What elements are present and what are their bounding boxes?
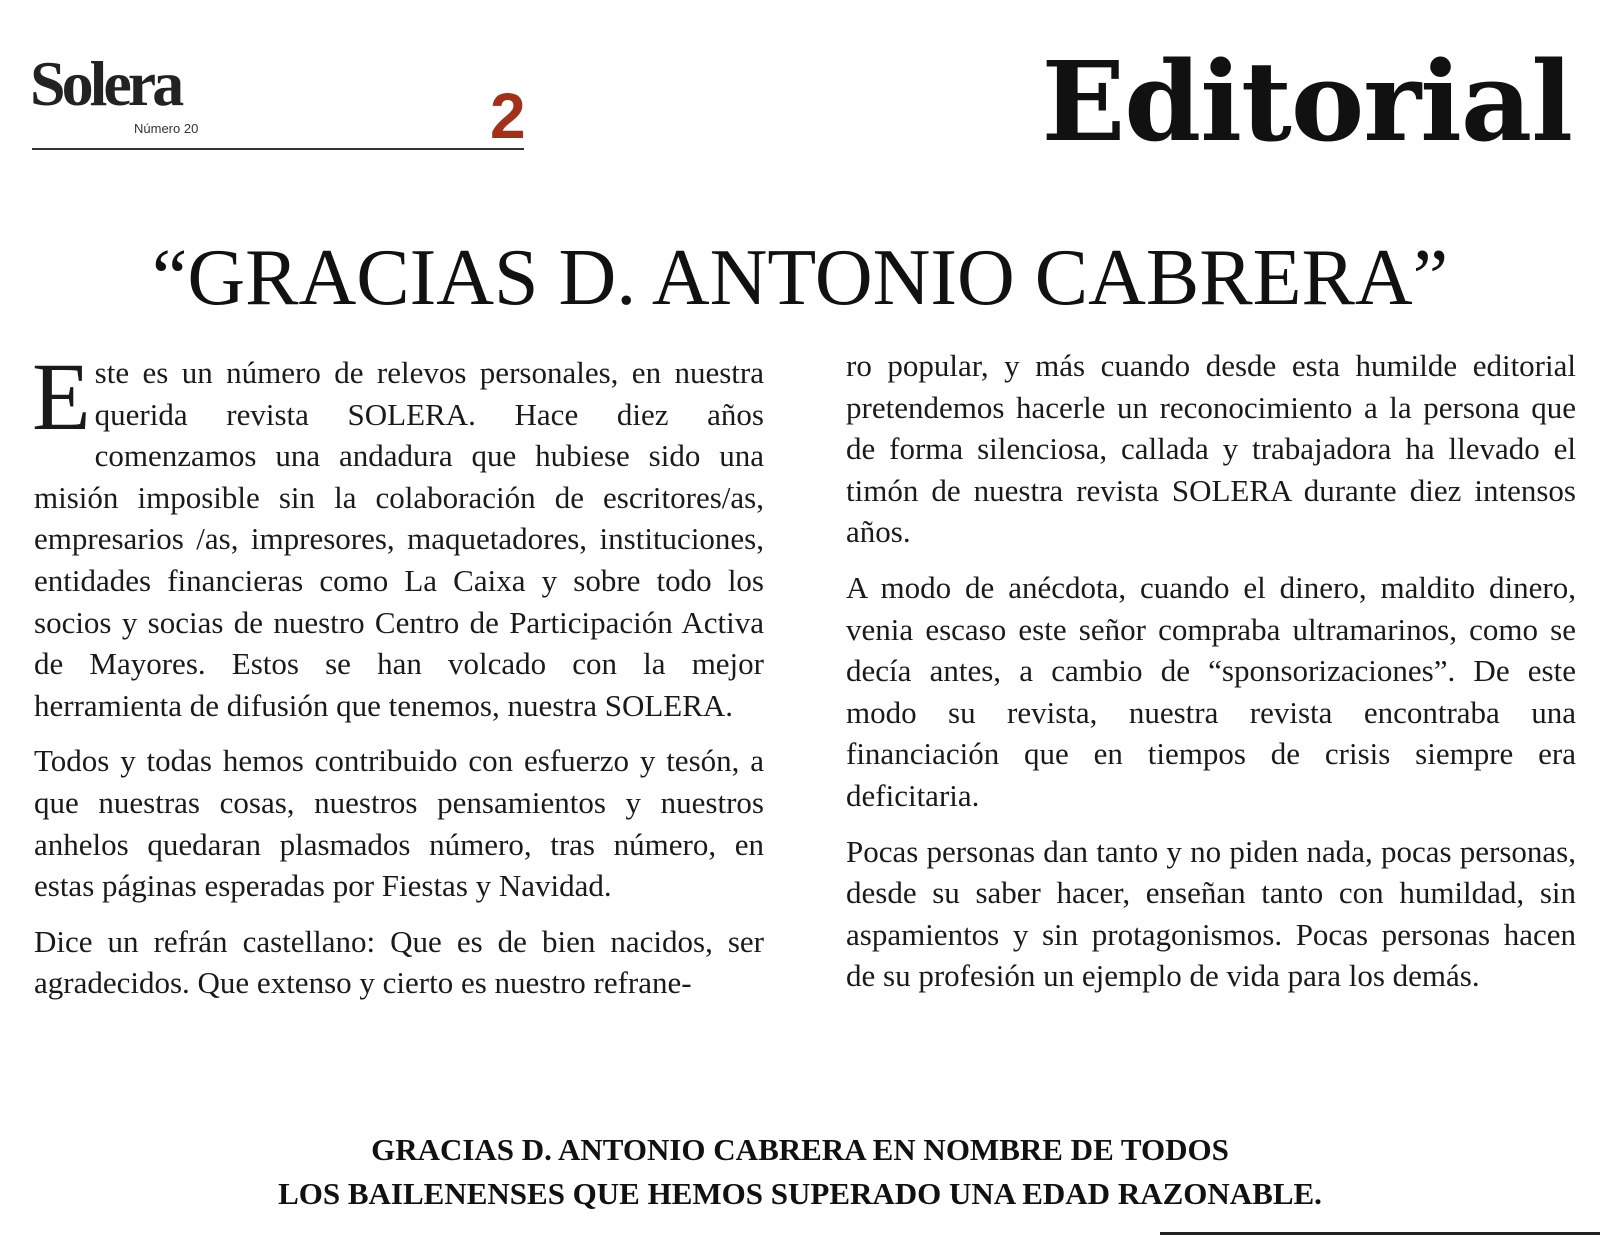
header-divider <box>32 148 524 150</box>
footer-divider <box>1160 1232 1600 1235</box>
paragraph-3: Dice un refrán castellano: Que es de bien nacidos, ser agradecidos. Que extenso y cierto es nuestro refrane- <box>34 923 764 1001</box>
article-headline: “GRACIAS D. ANTONIO CABRERA” <box>151 234 1449 322</box>
issue-number: Número 20 <box>134 121 199 136</box>
paragraph-1 <box>32 343 764 726</box>
closing-line-1: GRACIAS D. ANTONIO CABRERA EN NOMBRE DE TODOS <box>371 1132 1229 1167</box>
right-column <box>846 345 1576 1011</box>
page-number: 2 <box>490 80 526 152</box>
paragraph-2: Todos y todas hemos contribuido con esfuerzo y tesón, a que nuestras cosas, nuestros pensamientos y nuestros anhelos quedaran plasmados número, tras número, en estas páginas esperadas por Fiestas y Navidad. <box>34 743 764 904</box>
closing-line-2: LOS BAILENENSES QUE HEMOS SUPERADO UNA EDAD RAZONABLE. <box>278 1176 1322 1211</box>
closing-statement <box>0 1128 1600 1216</box>
paragraph-4: ro popular, y más cuando desde esta humilde editorial pretendemos hacerle un reconocimiento a la persona que de forma silenciosa, callada y trabajadora ha llevado el timón de nuestra revista SOLERA durante diez intensos años. <box>846 348 1576 550</box>
paragraph-5: A modo de anécdota, cuando el dinero, maldito dinero, venia escaso este señor compraba ultramarinos, como se decía antes, a cambio de “sponsorizaciones”. De este modo su revista, nuestra revista encontraba una financiación que en tiempos de crisis siempre era deficitaria. <box>846 569 1576 813</box>
magazine-logo: Solera <box>30 48 181 119</box>
left-column <box>32 343 764 1018</box>
section-title: Editorial <box>1041 37 1572 166</box>
paragraph-6: Pocas personas dan tanto y no piden nada, pocas personas, desde su saber hacer, enseñan tanto con humildad, sin aspamientos y sin protagonismos. Pocas personas hacen de su profesión un ejemplo de vida para los demás. <box>846 833 1576 994</box>
drop-cap: E <box>32 343 91 450</box>
paragraph-1-text: ste es un número de relevos personales, en nuestra querida revista SOLERA. Hace diez años comenzamos una andadura que hubiese sido una misión imposible sin la colaboración de escritores/as, empresarios /as, impresores, maquetadores, instituciones, entidades financieras como La Caixa y sobre todo los socios y socias de nuestro Centro de Participación Activa de Mayores. Estos se han volcado con la mejor herramienta de difusión que tenemos, nuestra SOLERA. <box>34 355 764 723</box>
